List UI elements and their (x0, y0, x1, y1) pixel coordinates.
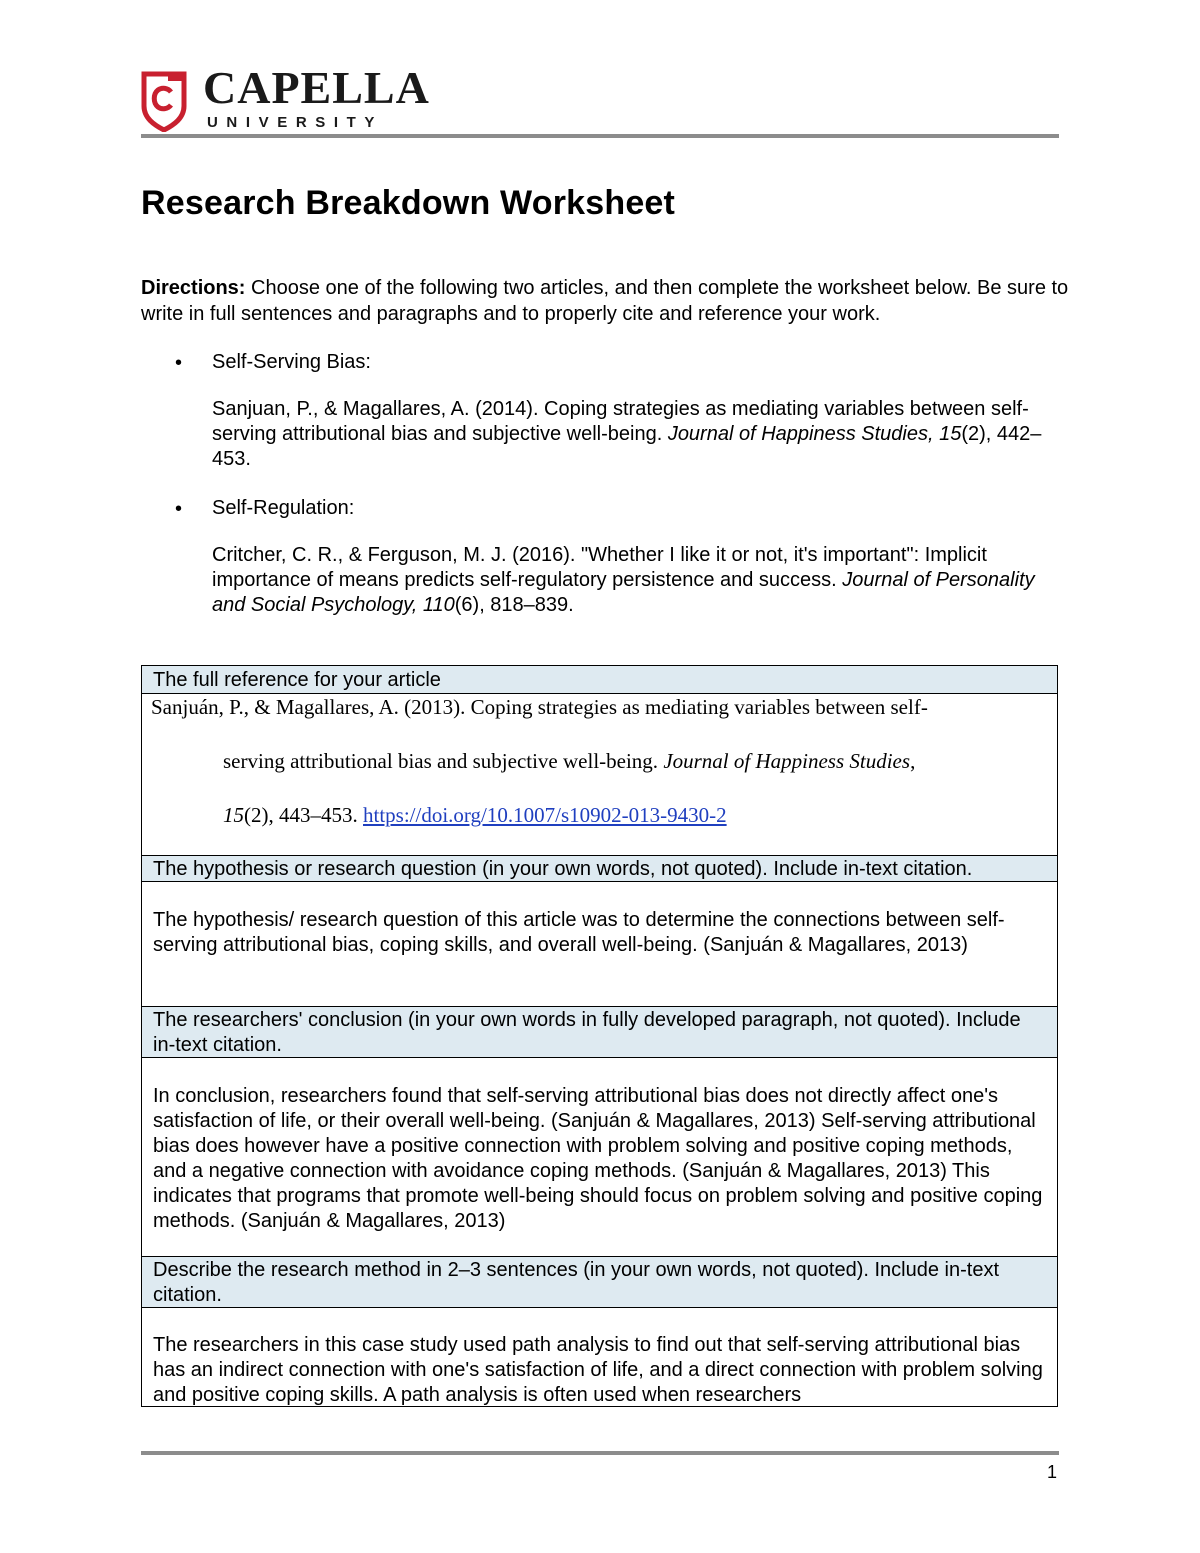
footer-rule (141, 1451, 1059, 1455)
bullet-icon: • (175, 352, 183, 374)
reference-text: serving attributional bias and subjective well-being. (223, 749, 664, 773)
doi-link[interactable]: https://doi.org/10.1007/s10902-013-9430-2 (363, 803, 727, 827)
directions-text: Choose one of the following two articles, and then complete the worksheet below. Be sure to write in full sentences and paragraphs and to properly cite and reference your work. (141, 277, 1069, 325)
article-label: Self-Serving Bias: (212, 351, 371, 373)
reference-text: Critcher, C. R., & Ferguson, M. J. (2016). "Whether I like it or not, it's important": Implicit importance of means predicts self-regulatory persistence and success. (212, 544, 987, 591)
reference-pages: (2), 443–453. (244, 803, 363, 827)
bullet-icon: • (175, 498, 183, 520)
logo-wordmark: CAPELLA (203, 62, 430, 113)
answer-cell: The researchers in this case study used path analysis to find out that self-serving attributional bias has an indirect connection with one's satisfaction of life, and a direct connection with problem solving and positive coping skills. A path analysis is often used when researchers (153, 1334, 1043, 1406)
table-header-row (142, 1256, 1057, 1307)
directions-label: Directions: (141, 277, 246, 299)
reference-tail: (6), 818–839. (454, 594, 574, 616)
capella-shield-logo-icon (140, 70, 188, 132)
header-cell: The hypothesis or research question (in your own words, not quoted). Include in-text citation. (153, 858, 973, 880)
logo-subtitle: UNIVERSITY (207, 114, 384, 131)
header-rule (141, 134, 1059, 138)
reference-line (223, 802, 727, 829)
header-cell: Describe the research method in 2–3 sentences (in your own words, not quoted). Include in-text citation. (153, 1259, 1000, 1306)
answer-cell: In conclusion, researchers found that self-serving attributional bias does not directly affect one's satisfaction of life, or their overall well-being. (Sanjuán & Magallares, 2013) Self-serving attributional bias does however have a positive connection with problem solving and positive coping methods, and a negative connection with avoidance coping methods. (Sanjuán & Magallares, 2013) This indicates that programs that promote well-being should focus on problem solving and positive coping methods. (Sanjuán & Magallares, 2013) (153, 1085, 1043, 1232)
reference-line: Sanjuán, P., & Magallares, A. (2013). Coping strategies as mediating variables between self- (151, 695, 928, 719)
reference-text: Sanjuan, P., & Magallares, A. (2014). Coping strategies as mediating variables between self-serving attributional bias and subjective well-being. (212, 398, 1029, 445)
reference-journal: Journal of Happiness Studies, 15 (667, 423, 962, 445)
header-cell: The full reference for your article (153, 669, 441, 691)
worksheet-table (141, 665, 1058, 1407)
reference-tail: , (910, 749, 916, 773)
reference-line (223, 748, 915, 775)
table-answer-row (142, 881, 1057, 1006)
answer-cell: The hypothesis/ research question of this article was to determine the connections between self-serving attributional bias, coping skills, and overall well-being. (Sanjuán & Magallares, 2013) (153, 909, 1005, 956)
table-header-row (142, 1006, 1057, 1057)
header-cell: The researchers' conclusion (in your own words in fully developed paragraph, not quoted). Include in-text citation. (153, 1009, 1021, 1056)
reference-journal: Journal of Happiness Studies (663, 749, 911, 773)
reference-volume: 15 (223, 803, 244, 827)
table-answer-row (142, 693, 1057, 855)
page-title: Research Breakdown Worksheet (141, 184, 676, 222)
table-answer-row (142, 1057, 1057, 1256)
article-label: Self-Regulation: (212, 497, 355, 519)
table-header-row (142, 666, 1057, 693)
page-number: 1 (1046, 1462, 1057, 1482)
article-reference (212, 397, 1072, 472)
directions (141, 275, 1071, 327)
reference-tail: (2), 442–453. (212, 423, 1042, 470)
reference-journal: Journal of Personality and Social Psychology, 110 (212, 569, 1035, 616)
table-header-row (142, 855, 1057, 881)
article-reference (212, 543, 1072, 618)
table-answer-row (142, 1307, 1057, 1406)
